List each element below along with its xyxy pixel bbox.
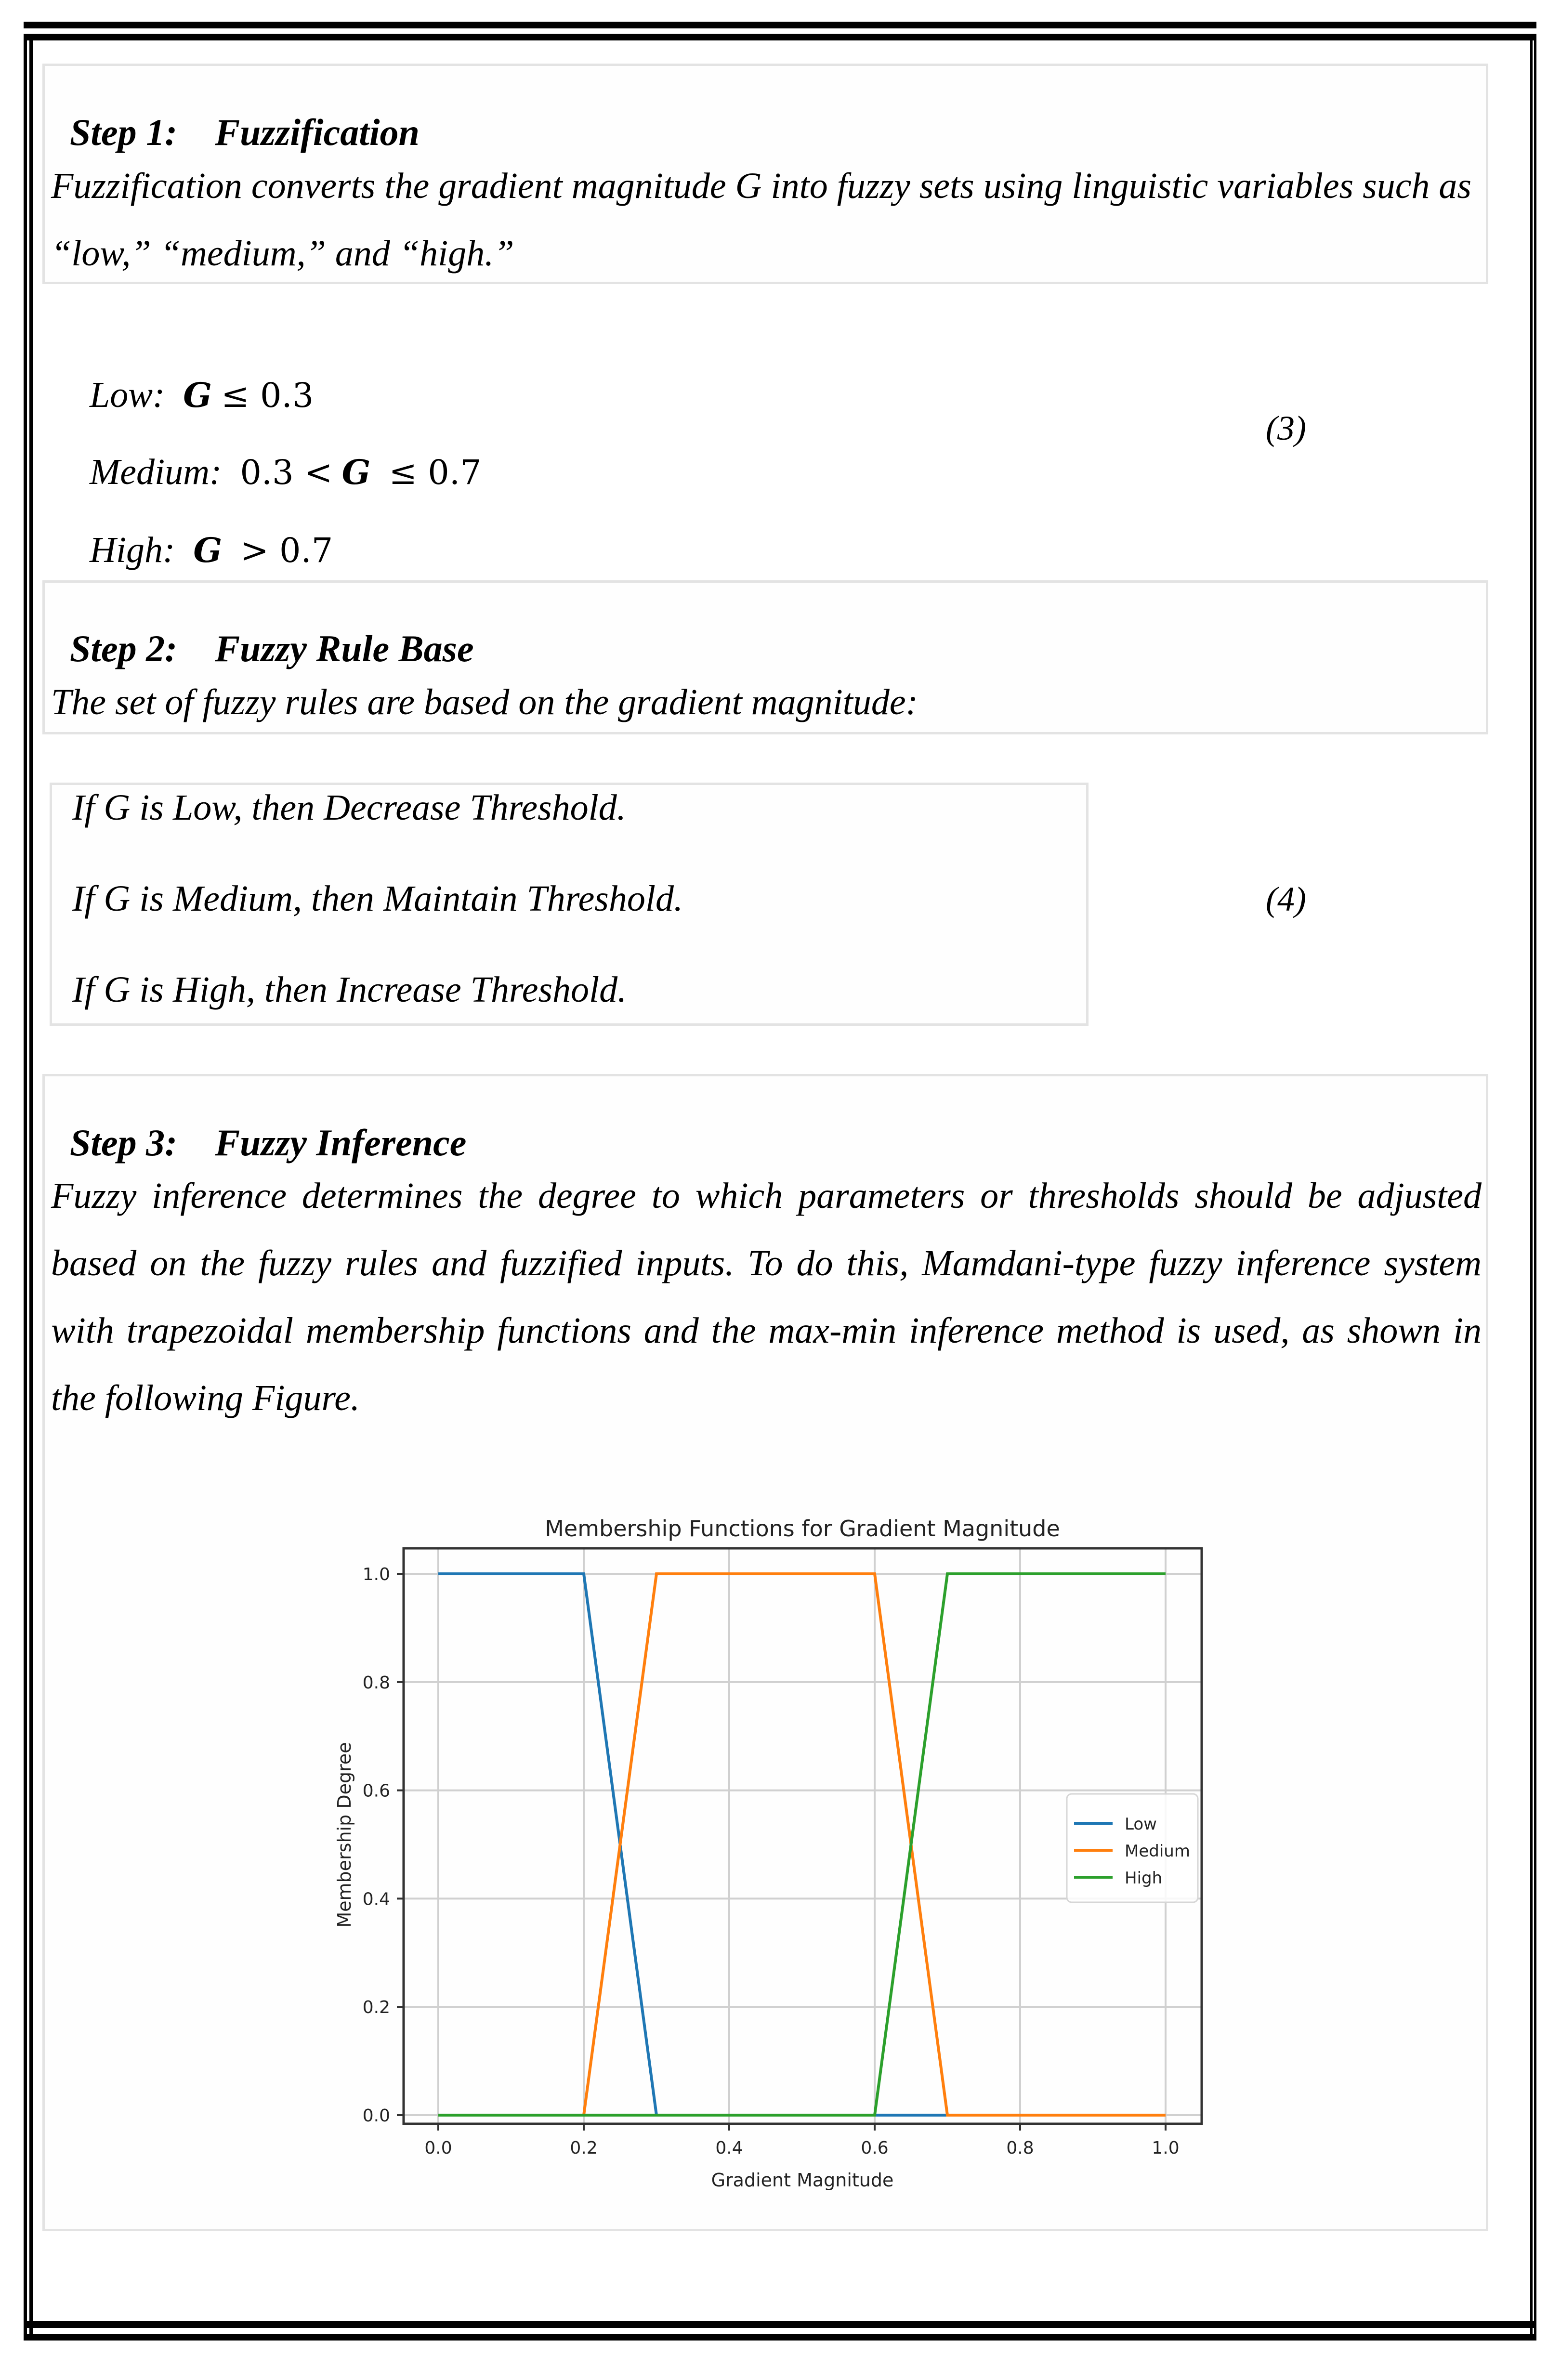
series-line-low xyxy=(438,1574,947,2115)
frame-right-border-outer xyxy=(1534,34,1536,2341)
chart-title: Membership Functions for Gradient Magnitude xyxy=(545,1516,1060,1542)
membership-functions-chart xyxy=(313,1493,1228,2215)
variable-g: G xyxy=(183,375,212,415)
step3-label: Step 3: xyxy=(70,1122,178,1164)
frame-top-outer-rule xyxy=(24,22,1536,28)
rule-high: If G is High, then Increase Threshold. xyxy=(72,969,627,1010)
chart-series xyxy=(438,1574,1166,2115)
chart-legend xyxy=(1067,1794,1198,1902)
step1-label: Step 1: xyxy=(70,111,178,153)
y-tick-label: 0.6 xyxy=(362,1781,390,1801)
rule-low: If G is Low, then Decrease Threshold. xyxy=(72,787,626,828)
equation4-number: (4) xyxy=(1266,880,1306,918)
step2-heading xyxy=(51,584,474,670)
y-tick-label: 0.0 xyxy=(362,2106,390,2126)
legend-label-high: High xyxy=(1125,1869,1163,1888)
step2-label: Step 2: xyxy=(70,628,178,669)
variable-g: G xyxy=(341,452,371,492)
x-tick-label: 0.6 xyxy=(861,2138,889,2158)
x-tick-label: 1.0 xyxy=(1152,2138,1180,2158)
legend-label-low: Low xyxy=(1125,1815,1157,1834)
y-tick-label: 0.8 xyxy=(362,1673,390,1693)
equation3-label: High: xyxy=(90,530,175,570)
step1-heading xyxy=(51,67,420,154)
equation3-label: Low: xyxy=(90,375,165,415)
step2-title: Fuzzy Rule Base xyxy=(215,628,474,669)
x-tick-label: 0.8 xyxy=(1006,2138,1034,2158)
frame-top-inner-rule xyxy=(24,34,1536,40)
step3-heading xyxy=(51,1078,466,1164)
series-line-high xyxy=(438,1574,1166,2115)
x-axis-label: Gradient Magnitude xyxy=(711,2170,894,2191)
step3-body: Fuzzy inference determines the degree to which parameters or thresholds should be adjusted based on the fuzzy rules and fuzzified inputs. To do this, Mamdani-type fuzzy inference system with trapezoidal membership functions and the max-min inference method is used, as shown in the following Figure. xyxy=(51,1176,1482,1418)
rule-medium: If G is Medium, then Maintain Threshold. xyxy=(72,878,683,919)
equation3-label: Medium: xyxy=(90,452,222,492)
legend-label-medium: Medium xyxy=(1125,1842,1190,1861)
step1-body: Fuzzification converts the gradient magnitude G into fuzzy sets using linguistic variables such as “low,” “medium,” and “high.” xyxy=(51,166,1472,274)
variable-g: G xyxy=(193,530,223,570)
series-line-medium xyxy=(438,1574,1166,2115)
frame-left-border-outer xyxy=(24,34,27,2341)
step1-title: Fuzzification xyxy=(215,111,420,153)
frame-bottom-inner-rule xyxy=(24,2321,1536,2328)
equation3-line-medium: Medium: 0.3 < G ≤ 0.7 xyxy=(90,452,482,492)
chart-ticks xyxy=(363,1565,1180,2158)
y-tick-label: 1.0 xyxy=(362,1565,390,1584)
x-tick-label: 0.2 xyxy=(570,2138,598,2158)
step2-body: The set of fuzzy rules are based on the gradient magnitude: xyxy=(51,682,918,722)
frame-right-border-inner xyxy=(1530,34,1533,2341)
y-tick-label: 0.4 xyxy=(362,1889,390,1909)
x-tick-label: 0.0 xyxy=(424,2138,452,2158)
y-axis-label: Membership Degree xyxy=(334,1742,355,1928)
equation3-line-high: High: G > 0.7 xyxy=(90,530,333,570)
step3-title: Fuzzy Inference xyxy=(215,1122,467,1164)
equation3-line-low: Low: G ≤ 0.3 xyxy=(90,375,314,415)
y-tick-label: 0.2 xyxy=(362,1998,390,2018)
frame-bottom-outer-rule xyxy=(24,2334,1536,2341)
x-tick-label: 0.4 xyxy=(715,2138,743,2158)
equation3-number: (3) xyxy=(1266,409,1306,447)
frame-left-border-inner xyxy=(29,34,33,2341)
